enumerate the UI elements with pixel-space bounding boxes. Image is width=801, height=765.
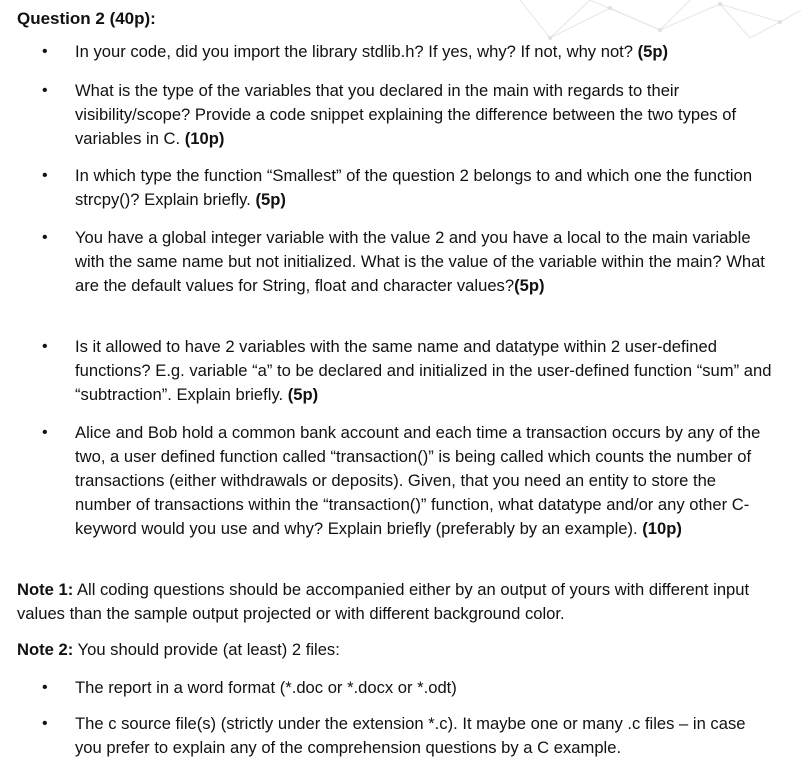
bullet: • (42, 82, 48, 99)
file-item-1 (42, 676, 772, 700)
file-item-2 (42, 712, 772, 760)
bullet: • (42, 715, 48, 732)
question-text: In which type the function “Smallest” of the question 2 belongs to and which one the function strcpy()? Explain briefly. (75, 166, 753, 209)
file-text: The report in a word format (*.doc or *.docx or *.odt) (75, 678, 457, 697)
question-points: (10p) (184, 129, 225, 148)
question-item-2 (42, 79, 772, 151)
note-text: All coding questions should be accompanied either by an output of yours with different input values than the sample output projected or with different background color. (17, 580, 750, 623)
bullet: • (42, 43, 48, 60)
question-item-4 (42, 226, 772, 298)
note-1 (17, 578, 777, 626)
question-text: You have a global integer variable with the value 2 and you have a local to the main variable with the same name but not initialized. What is the value of the variable within the main? What are the default values for String, float and character values? (75, 228, 765, 295)
question-item-6 (42, 421, 772, 541)
question-text: Alice and Bob hold a common bank account and each time a transaction occurs by any of the two, a user defined function called “transaction()” is being called which counts the number of transactions (either withdrawals or deposits). Given, that you need an entity to store the number of transactions within the “transaction()” function, what datatype and/or any other C-keyword would you use and why? Explain briefly (preferably by an example). (75, 423, 761, 538)
question-text: What is the type of the variables that you declared in the main with regards to their visibility/scope? Provide a code snippet explaining the difference between the two types of variables in C. (75, 81, 737, 148)
note-label: Note 1: (17, 580, 74, 599)
bullet: • (42, 338, 48, 355)
question-points: (5p) (637, 42, 669, 61)
question-heading: Question 2 (40p): (17, 9, 156, 28)
question-item-5 (42, 335, 772, 407)
watermark-graphic (480, 0, 801, 40)
question-points: (5p) (514, 276, 545, 295)
question-item-1 (42, 40, 772, 64)
bullet: • (42, 679, 48, 696)
note-2 (17, 638, 777, 662)
question-text: In your code, did you import the library stdlib.h? If yes, why? If not, why not? (75, 42, 638, 61)
question-text: Is it allowed to have 2 variables with the same name and datatype within 2 user-defined functions? E.g. variable “a” to be declared and initialized in the user-defined function “sum” and “subtraction”. Explain briefly. (75, 337, 772, 404)
bullet: • (42, 229, 48, 246)
question-points: (10p) (642, 519, 682, 538)
question-points: (5p) (287, 385, 319, 404)
question-points: (5p) (255, 190, 286, 209)
bullet: • (42, 424, 48, 441)
bullet: • (42, 167, 48, 184)
note-label: Note 2: (17, 640, 74, 659)
note-text: You should provide (at least) 2 files: (73, 640, 340, 659)
file-text: The c source file(s) (strictly under the extension *.c). It maybe one or many .c files – in case you prefer to explain any of the comprehension questions by a C example. (75, 714, 746, 757)
question-item-3 (42, 164, 772, 212)
